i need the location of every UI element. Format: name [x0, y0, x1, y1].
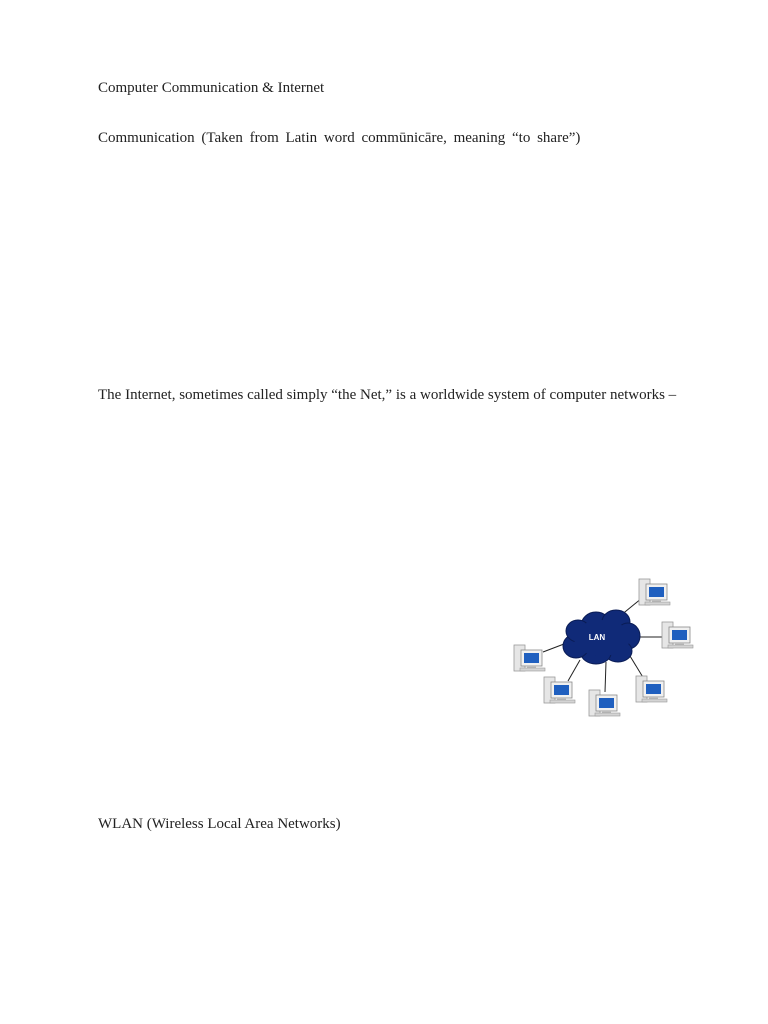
document-heading: Computer Communication & Internet — [98, 80, 325, 96]
computer-icon — [662, 622, 693, 648]
computer-icon — [589, 690, 620, 716]
lan-network-diagram — [508, 576, 700, 724]
computer-icon — [514, 645, 545, 671]
wlan-line: WLAN (Wireless Local Area Networks) — [98, 816, 341, 832]
internet-line: The Internet, sometimes called simply “the Net,” is a worldwide system of computer networks – — [98, 387, 677, 403]
lan-cloud-label: LAN — [588, 633, 606, 642]
lan-diagram-svg — [508, 576, 700, 724]
computer-icon — [639, 579, 670, 605]
communication-line: Communication (Taken from Latin word commūnicāre, meaning “to share”) — [98, 130, 581, 146]
computer-icon — [544, 677, 575, 703]
computer-icon — [636, 676, 667, 702]
